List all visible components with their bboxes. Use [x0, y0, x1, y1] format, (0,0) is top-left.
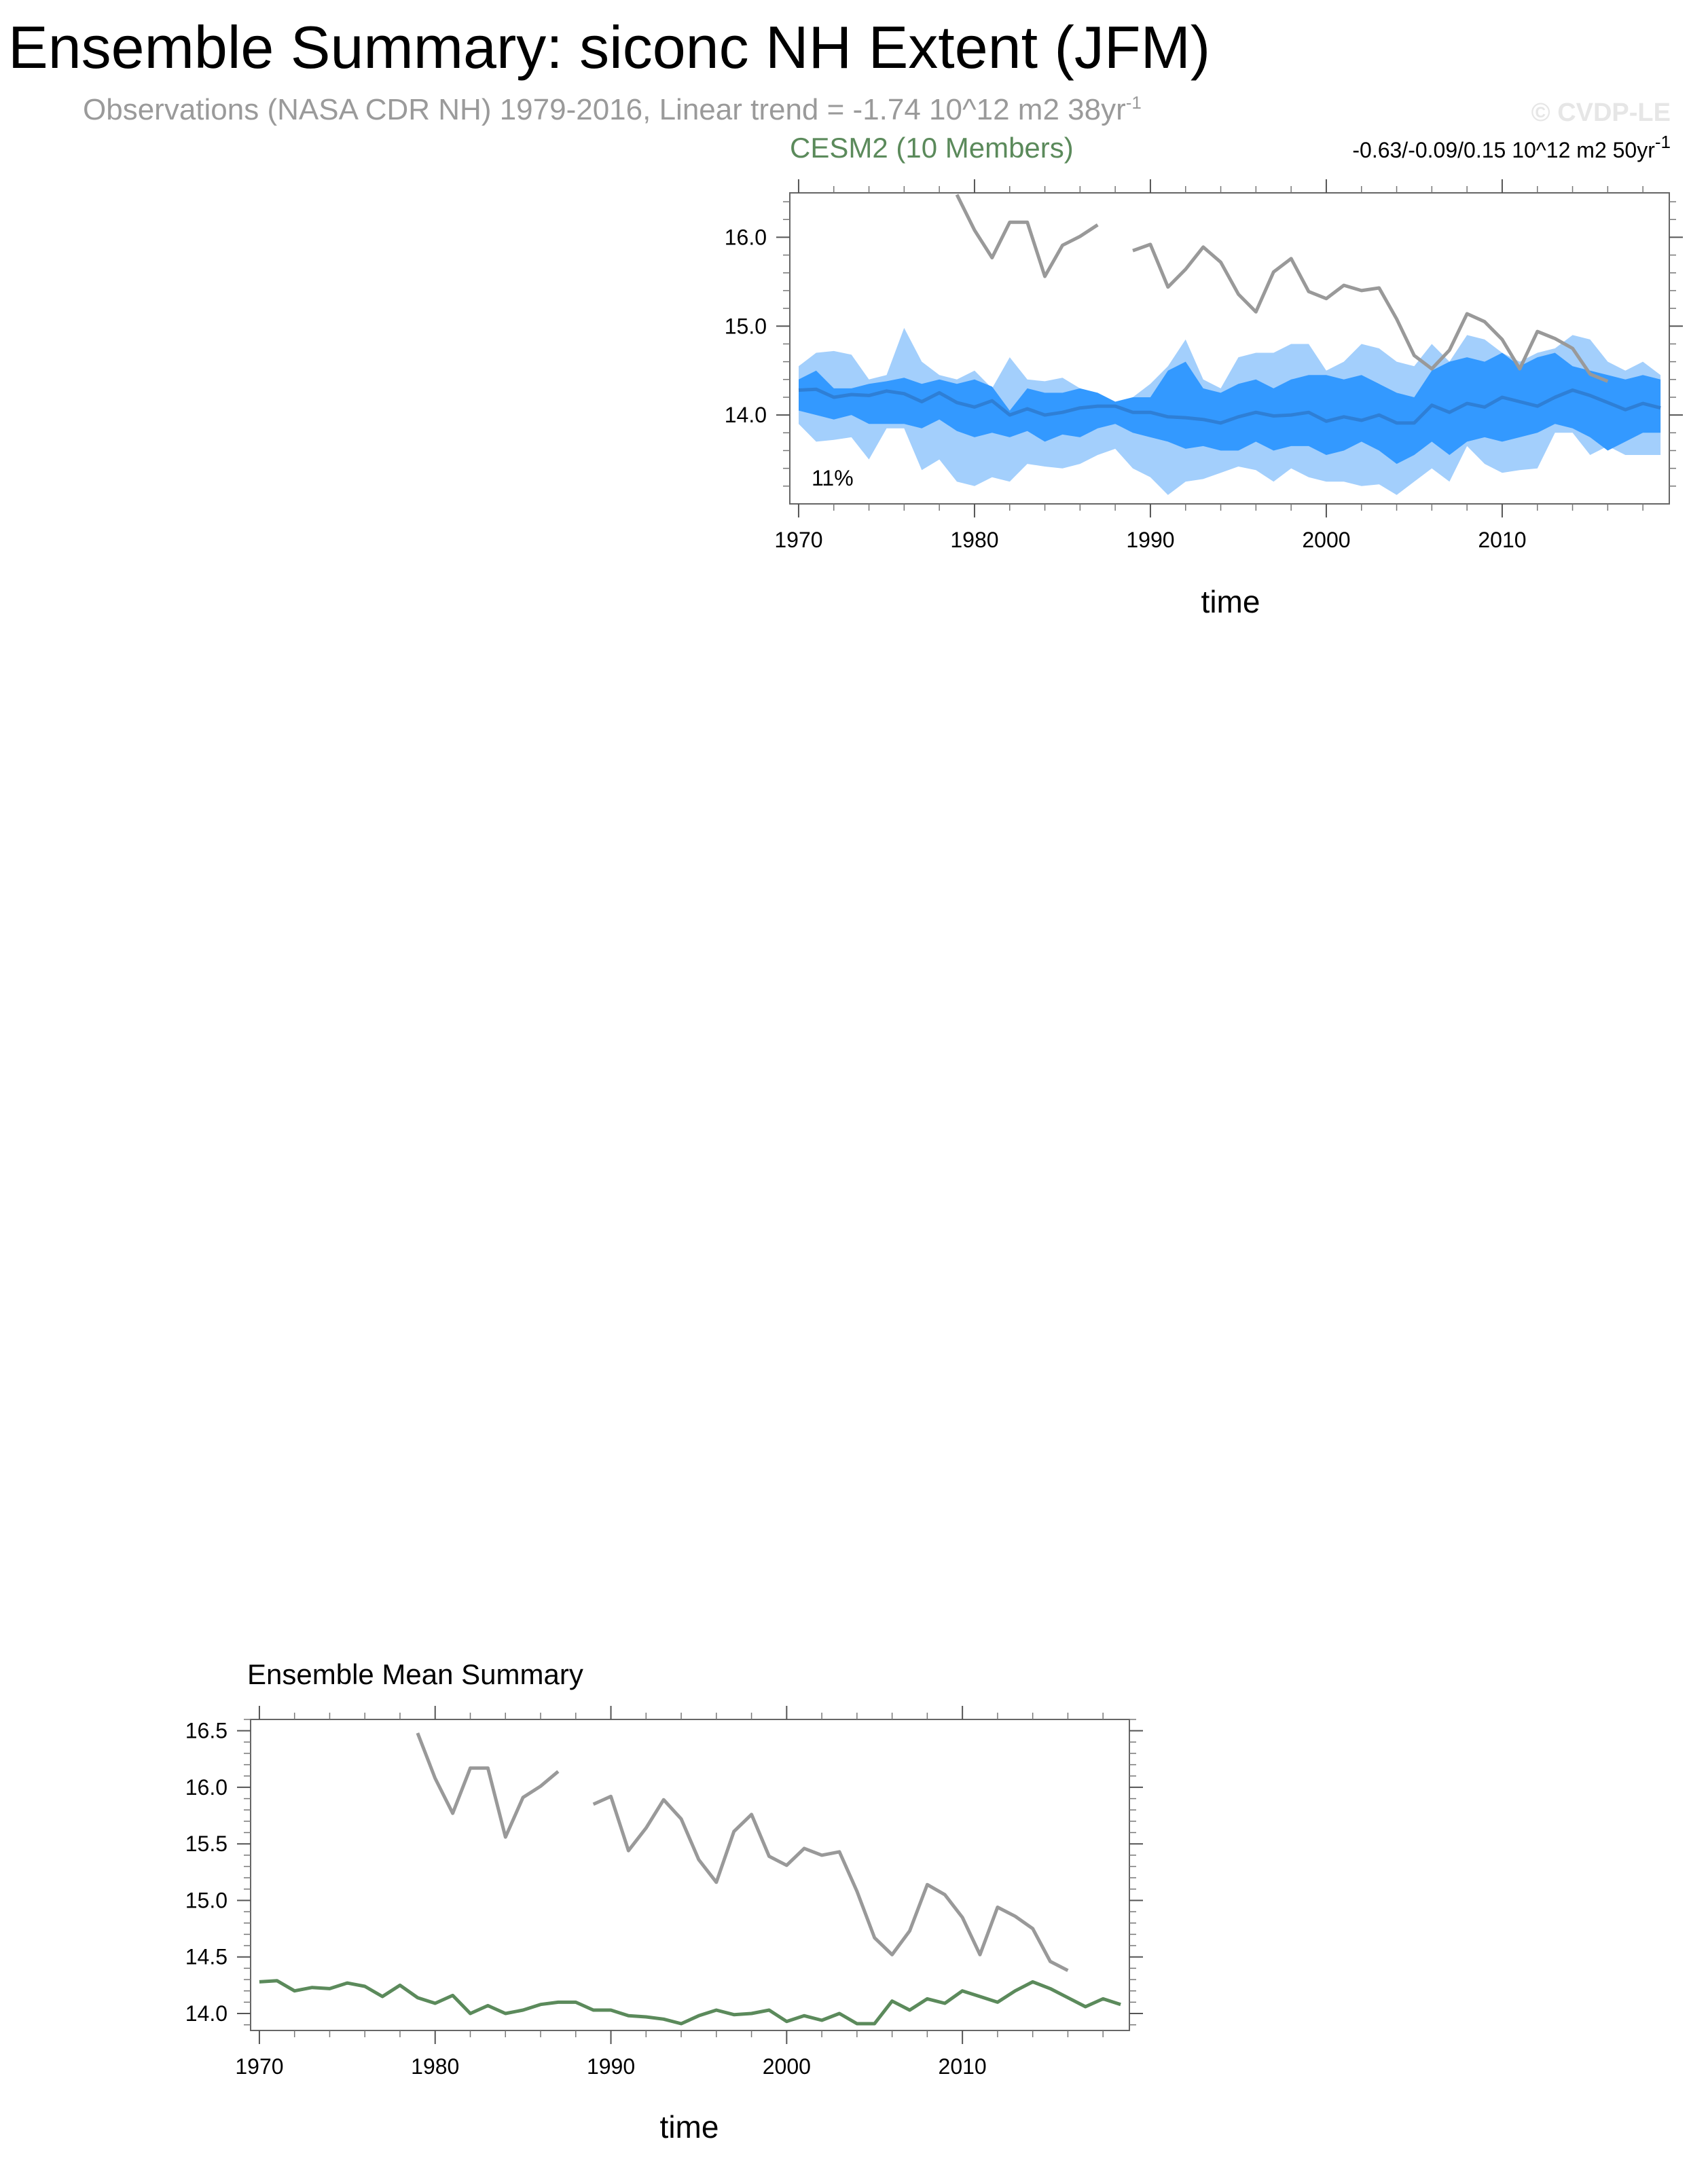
panel-ensemble-mean-axes — [185, 1706, 1143, 2079]
panel-ensemble-mean-y-tick-label: 16.0 — [185, 1774, 228, 1800]
panel-cesm2-y-tick-label: 15.0 — [724, 314, 767, 339]
panel-ensemble-mean-plot-area — [259, 1733, 1121, 2024]
panel-cesm2-x-tick-label: 2010 — [1478, 528, 1527, 552]
panel-ensemble-mean-x-tick-label: 1970 — [235, 2054, 284, 2079]
panel-cesm2-x-tick-label: 2000 — [1302, 528, 1351, 552]
panel-cesm2-x-tick-label: 1980 — [950, 528, 999, 552]
panel-cesm2-y-tick-label: 14.0 — [724, 403, 767, 428]
watermark: © CVDP-LE — [1531, 98, 1671, 127]
panel-ensemble-mean-y-tick-label: 16.5 — [185, 1718, 228, 1743]
panel-cesm2-x-tick-label: 1970 — [774, 528, 823, 552]
panel-ensemble-mean-x-tick-label: 1980 — [411, 2054, 460, 2079]
panel-ensemble-mean-y-tick-label: 15.5 — [185, 1831, 228, 1857]
panel-cesm2-y-tick-label: 16.0 — [724, 225, 767, 250]
panel-cesm2-plot-area — [799, 195, 1660, 495]
panel-ensemble-mean-line-ensemble-mean — [259, 1981, 1121, 2024]
panel-ensemble-mean-x-tick-label: 1990 — [586, 2054, 636, 2079]
panel-cesm2-x-tick-label: 1990 — [1126, 528, 1175, 552]
figure-subtitle-text: Observations (NASA CDR NH) 1979-2016, Linear trend = -1.74 10^12 m2 38yr — [83, 93, 1126, 126]
panel-ensemble-mean-line-observations — [418, 1733, 1068, 1971]
figure-title: Ensemble Summary: siconc NH Extent (JFM) — [8, 14, 1211, 81]
panel-cesm2-trend-text: -0.63/-0.09/0.15 10^12 m2 50yr — [1352, 138, 1655, 162]
panel-cesm2-x-axis-title: time — [1201, 584, 1260, 619]
panel-ensemble-mean-y-tick-label: 15.0 — [185, 1888, 228, 1913]
panel-ensemble-mean-x-tick-label: 2010 — [938, 2054, 987, 2079]
panel-ensemble-mean-y-tick-label: 14.0 — [185, 2001, 228, 2026]
panel-cesm2-trend-sup: -1 — [1654, 132, 1671, 152]
figure-subtitle-sup: -1 — [1125, 92, 1142, 113]
panel-ensemble-mean-x-tick-label: 2000 — [762, 2054, 811, 2079]
panel-cesm2-percent-annotation: 11% — [812, 466, 854, 490]
panel-ensemble-mean-title: Ensemble Mean Summary — [247, 1658, 583, 1690]
panel-ensemble-mean-y-tick-label: 14.5 — [185, 1944, 228, 1969]
panel-ensemble-mean — [185, 1658, 1143, 2145]
panel-ensemble-mean-frame — [251, 1719, 1129, 2030]
panel-cesm2-title: CESM2 (10 Members) — [790, 132, 1074, 164]
panel-ensemble-mean-x-axis-title: time — [659, 2109, 719, 2145]
panel-cesm2 — [725, 132, 1683, 619]
panel-cesm2-trend — [1352, 132, 1671, 162]
figure-subtitle — [83, 92, 1142, 126]
